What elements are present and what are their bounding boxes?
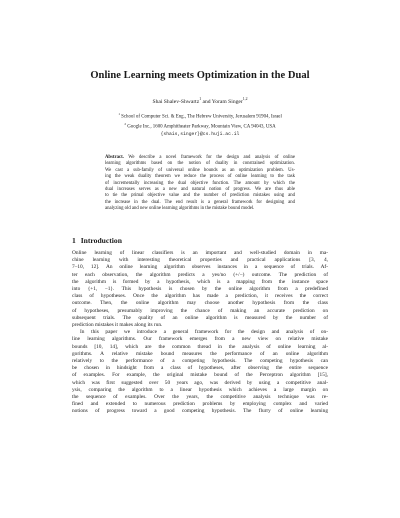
affiliation-line — [0, 111, 400, 121]
author-connector: and — [201, 98, 212, 105]
body-line: relatively to the performance of a competing hypothesis. The competing hypothesis can — [72, 358, 328, 365]
abstract-line: ing the weak duality theorem we reduce the process of online learning to the task — [105, 174, 295, 180]
body-line: ter each observation, the algorithm predicts a yes/no (+/−) outcome. The prediction of — [72, 271, 328, 278]
body-text — [72, 250, 328, 416]
section-title: Introduction — [80, 236, 122, 245]
abstract-line: the increase in the dual. The end result is a general framework for designing and — [105, 199, 295, 205]
body-line: the sequence of examples. Over the years, the competitive analysis technique was re- — [72, 394, 328, 401]
body-line: of examples. For example, the original mistake bound of the Perceptron algorithm [15], — [72, 372, 328, 379]
affiliation-mark: 1 — [199, 97, 202, 101]
author-name: Shai Shalev-Shwartz — [152, 98, 200, 105]
abstract-line: We cast a sub-family of universal online bounds as an optimization problem. Us- — [105, 167, 295, 173]
abstract — [105, 155, 295, 213]
body-line: class of hypotheses. Once the algorithm has made a prediction, it receives the correct — [72, 293, 328, 300]
body-line: subsequent trials. The quality of an online algorithm is measured by the number of — [72, 314, 328, 321]
body-line: gorithms. A relative mistake bound measures the performance of an online algorithm — [72, 350, 328, 357]
body-line: ysis, comparing the algorithm to a linear hypothesis which achieves a large margin on — [72, 386, 328, 393]
affiliations — [0, 111, 400, 138]
body-line: line learning algorithms. Our framework emerges from a new view on relative mistake — [72, 336, 328, 343]
abstract-line: Abstract. We describe a novel framework for the design and analysis of online — [105, 155, 295, 160]
affiliation-line — [0, 121, 400, 131]
body-line: notions of progress toward a good competing hypothesis. The flurry of online learning — [72, 408, 328, 415]
body-line: the algorithm is formed by a hypothesis, which is a mapping from the instance space — [72, 278, 328, 285]
paper-title: Online Learning meets Optimization in the Dual — [90, 70, 310, 81]
affiliation-text: Google Inc., 1600 Amphitheater Parkway, Mountain View, CA 94043, USA — [127, 124, 276, 130]
abstract-line: analyzing old and new online learning algorithms in the mistake bound model. — [105, 206, 255, 212]
body-line: outcome. Then, the online algorithm may choose another hypothesis from the class — [72, 300, 328, 307]
author-email: {shais,singer}@cs.huji.ac.il — [160, 131, 240, 137]
abstract-heading: Abstract. — [105, 155, 124, 160]
body-line: which was first suggested over 50 years ago, was derived by using a competitive anal- — [72, 379, 328, 386]
body-line: 7–10, 12]. An online learning algorithm observes instances in a sequence of trials. Af- — [72, 264, 328, 271]
body-line: bounds [10, 14], which are the common thread in the analysis of online learning al- — [72, 343, 328, 350]
body-line: chine learning with interesting theoretical properties and practical applications [3, 4, — [72, 257, 328, 264]
affiliation-mark: 2 — [124, 121, 127, 126]
author-line — [0, 97, 400, 105]
section-number: 1 — [72, 236, 76, 245]
body-line: prediction mistakes it makes along its run. — [72, 322, 163, 329]
body-line: Online learning of linear classifiers is an important and well-studied domain in ma- — [72, 250, 328, 256]
abstract-line: dual increases serves as a new and natural notion of progress. We are thus able — [105, 187, 295, 193]
body-line: into {+1, −1}. This hypothesis is chosen by the online algorithm from a predefined — [72, 286, 328, 293]
body-line: fined and extended to numerous prediction problems by employing complex and varied — [72, 401, 328, 408]
abstract-line: learning algorithms based on the notion of duality in constrained optimization. — [105, 161, 295, 167]
section-heading — [72, 236, 122, 245]
author-name: Yoram Singer — [211, 98, 243, 105]
abstract-line: of incrementally increasing the dual objective function. The amount by which the — [105, 180, 295, 186]
abstract-line: to tie the primal objective value and the number of prediction mistakes using and — [105, 193, 295, 199]
body-line: In this paper we introduce a general framework for the design and analysis of on- — [80, 329, 328, 336]
body-line: be chosen in hindsight from a class of hypotheses, after observing the entire sequence — [72, 365, 328, 372]
affiliation-mark: 1 — [118, 112, 120, 116]
body-line: of hypotheses, presumably improving the chance of making an accurate prediction on — [72, 307, 328, 314]
affiliation-text: School of Computer Sci. & Eng., The Hebrew University, Jerusalem 91904, Israel — [121, 114, 282, 120]
affiliation-mark: 1,2 — [242, 97, 248, 101]
